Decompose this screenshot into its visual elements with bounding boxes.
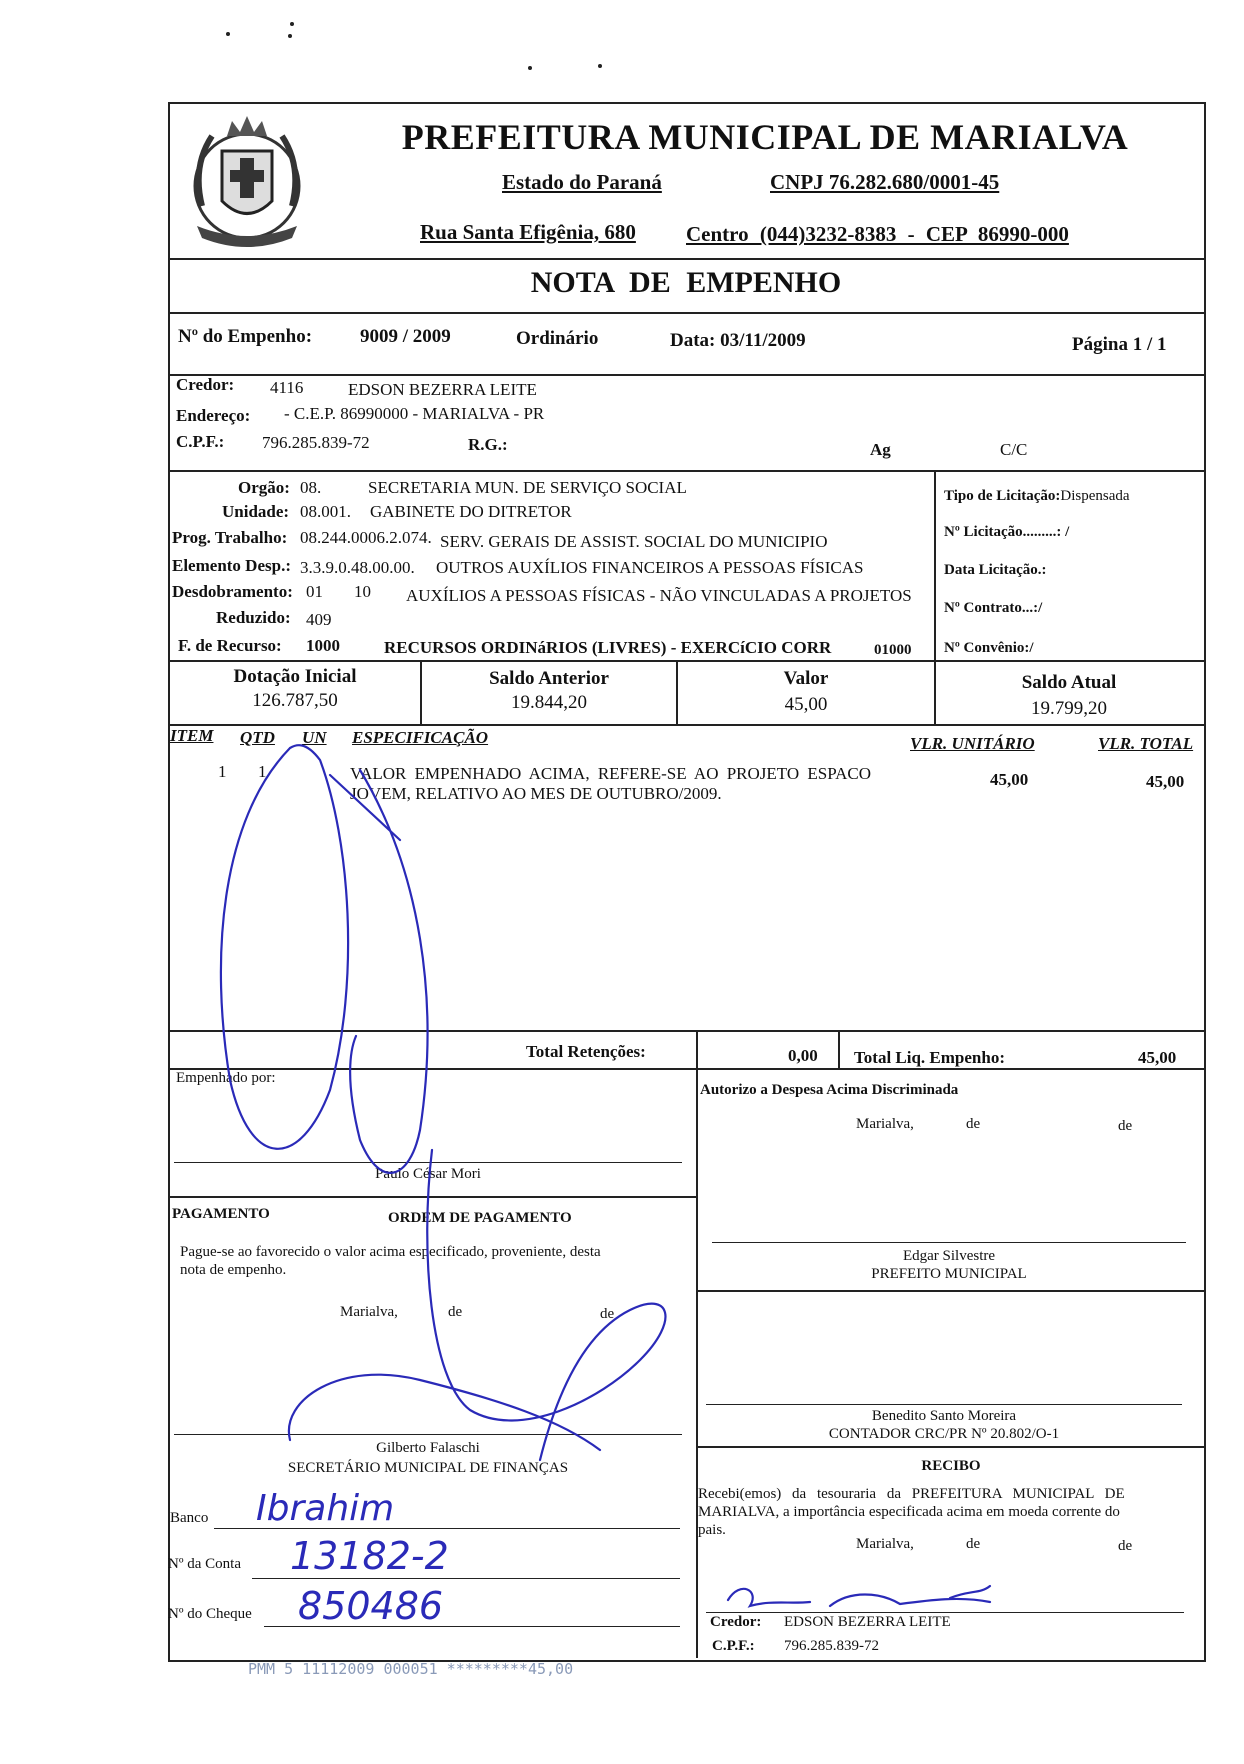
recibo-place: Marialva, bbox=[856, 1536, 914, 1552]
autorizo-de2: de bbox=[1118, 1118, 1133, 1134]
tipo-licitacao bbox=[944, 488, 1130, 505]
recurso-name: RECURSOS ORDINáRIOS (LIVRES) - EXERCíCIO CORR bbox=[384, 638, 832, 657]
unidade-name: GABINETE DO DITRETOR bbox=[370, 502, 572, 521]
pagamento-place: Marialva, bbox=[340, 1304, 398, 1320]
saldo-anterior-value: 19.844,20 bbox=[511, 692, 587, 713]
unidade-label: Unidade: bbox=[222, 502, 290, 521]
cheque-value: 850486 bbox=[298, 1584, 444, 1628]
divider bbox=[168, 374, 1204, 376]
recurso-code: 1000 bbox=[306, 636, 340, 655]
dotacao-value: 126.787,50 bbox=[252, 690, 338, 711]
divider bbox=[696, 1030, 698, 1658]
credor-label: Credor: bbox=[176, 375, 235, 394]
empenho-date: Data: 03/11/2009 bbox=[670, 330, 806, 351]
credor-name: EDSON BEZERRA LEITE bbox=[348, 380, 537, 399]
saldo-atual-label: Saldo Atual bbox=[1021, 672, 1117, 693]
recibo-cpf-label: C.P.F.: bbox=[712, 1638, 755, 1654]
document-title: NOTA DE EMPENHO bbox=[530, 266, 842, 299]
conta-label: Nº da Conta bbox=[168, 1556, 241, 1572]
liquido-label: Total Liq. Empenho: bbox=[854, 1048, 1005, 1067]
conta-value: 13182-2 bbox=[290, 1534, 449, 1578]
prefeito-name: Edgar Silvestre bbox=[902, 1248, 996, 1264]
signature-line bbox=[706, 1404, 1182, 1405]
divider bbox=[168, 724, 1204, 726]
item-spec-line2: JOVEM, RELATIVO AO MES DE OUTUBRO/2009. bbox=[350, 784, 722, 803]
banco-value: Ibrahim bbox=[256, 1488, 395, 1529]
numero-contrato: Nº Contrato...:/ bbox=[944, 600, 1043, 616]
pagamento-de1: de bbox=[448, 1304, 463, 1320]
orgao-label: Orgão: bbox=[238, 478, 290, 497]
divider bbox=[168, 660, 1204, 662]
empenhado-name: Paulo César Mori bbox=[375, 1166, 481, 1182]
col-header-vlr-unitario: VLR. UNITÁRIO bbox=[910, 734, 1035, 753]
prog-code: 08.244.0006.2.074. bbox=[300, 528, 432, 547]
autorizo-label: Autorizo a Despesa Acima Discriminada bbox=[700, 1082, 959, 1098]
state-name: Estado do Paraná bbox=[502, 170, 662, 194]
data-licitacao: Data Licitação.: bbox=[944, 562, 1047, 578]
divider bbox=[168, 1030, 1204, 1032]
numero-licitacao: Nº Licitação.........: / bbox=[944, 524, 1070, 540]
item-spec-line1: VALOR EMPENHADO ACIMA, REFERE-SE AO PROJETO ESPACO bbox=[350, 764, 872, 783]
cnpj-text: CNPJ 76.282.680/0001-45 bbox=[770, 170, 1000, 194]
liquido-value: 45,00 bbox=[1138, 1048, 1177, 1067]
retencoes-label: Total Retenções: bbox=[526, 1042, 646, 1061]
prefeito-role: PREFEITO MUNICIPAL bbox=[871, 1266, 1027, 1282]
divider bbox=[698, 1446, 1204, 1448]
desdobramento-label: Desdobramento: bbox=[172, 582, 293, 601]
signature-line bbox=[174, 1162, 682, 1163]
recibo-credor-name: EDSON BEZERRA LEITE bbox=[784, 1614, 951, 1630]
col-header-un: UN bbox=[302, 728, 327, 747]
empenho-number: 9009 / 2009 bbox=[360, 326, 451, 347]
empenhado-por-label: Empenhado por: bbox=[176, 1070, 276, 1086]
orgao-code: 08. bbox=[300, 478, 322, 497]
autorizo-place: Marialva, bbox=[856, 1116, 914, 1132]
saldo-atual-value: 19.799,20 bbox=[1031, 698, 1107, 719]
coat-of-arms-icon bbox=[172, 106, 322, 256]
signature-line bbox=[706, 1612, 1184, 1613]
banco-label: Banco bbox=[170, 1510, 209, 1526]
credor-code: 4116 bbox=[270, 378, 304, 397]
rg-label: R.G.: bbox=[468, 435, 508, 454]
col-header-vlr-total: VLR. TOTAL bbox=[1098, 734, 1194, 753]
pagamento-de2: de bbox=[600, 1306, 615, 1322]
tipo-licitacao-label: Tipo de Licitação: bbox=[944, 488, 1061, 504]
tipo-licitacao-value: Dispensada bbox=[1060, 488, 1130, 504]
desdobramento-a: 01 bbox=[306, 582, 323, 601]
endereco-label: Endereço: bbox=[176, 406, 251, 425]
signature-line bbox=[174, 1434, 682, 1435]
recibo-de2: de bbox=[1118, 1538, 1133, 1554]
validation-stamp: PMM 5 11112009 000051 *********45,00 bbox=[248, 1660, 574, 1678]
cc-label: C/C bbox=[1000, 440, 1028, 459]
cpf-value: 796.285.839-72 bbox=[262, 433, 370, 452]
unidade-code: 08.001. bbox=[300, 502, 351, 521]
recibo-label: RECIBO bbox=[921, 1458, 981, 1474]
contador-role: CONTADOR CRC/PR Nº 20.802/O-1 bbox=[828, 1426, 1060, 1442]
elemento-code: 3.3.9.0.48.00.00. bbox=[300, 558, 415, 577]
recibo-text-line2: MARIALVA, a importância especificada acima em moeda corrente do bbox=[698, 1504, 1120, 1520]
item-unit-value: 45,00 bbox=[990, 770, 1029, 789]
divider bbox=[168, 1196, 696, 1198]
numero-convenio: Nº Convênio:/ bbox=[944, 640, 1034, 656]
page-number: Página 1 / 1 bbox=[1072, 334, 1167, 355]
desdobramento-name: AUXÍLIOS A PESSOAS FÍSICAS - NÃO VINCULADAS A PROJETOS bbox=[406, 586, 912, 605]
recibo-credor-label: Credor: bbox=[710, 1614, 762, 1630]
pagamento-text-line1: Pague-se ao favorecido o valor acima especificado, proveniente, desta bbox=[180, 1244, 601, 1260]
desdobramento-b: 10 bbox=[354, 582, 371, 601]
recurso-number: 01000 bbox=[874, 642, 912, 658]
ag-label: Ag bbox=[870, 440, 891, 459]
secretario-role: SECRETÁRIO MUNICIPAL DE FINANÇAS bbox=[287, 1460, 569, 1476]
reduzido-value: 409 bbox=[306, 610, 332, 629]
divider bbox=[168, 258, 1204, 260]
recibo-text-line3: pais. bbox=[698, 1522, 726, 1538]
item-number: 1 bbox=[218, 762, 227, 781]
recibo-de1: de bbox=[966, 1536, 981, 1552]
contador-name: Benedito Santo Moreira bbox=[871, 1408, 1017, 1424]
recibo-text-line1: Recebi(emos) da tesouraria da PREFEITURA MUNICIPAL DE bbox=[698, 1486, 1125, 1502]
dotacao-label: Dotação Inicial bbox=[233, 666, 357, 687]
empenho-type: Ordinário bbox=[516, 328, 599, 349]
reduzido-label: Reduzido: bbox=[216, 608, 291, 627]
pagamento-text-line2: nota de empenho. bbox=[180, 1262, 287, 1278]
col-header-item: ITEM bbox=[170, 726, 214, 745]
endereco-value: - C.E.P. 86990000 - MARIALVA - PR bbox=[284, 404, 545, 423]
recurso-label: F. de Recurso: bbox=[178, 636, 282, 655]
retencoes-value: 0,00 bbox=[788, 1046, 818, 1065]
municipality-title: PREFEITURA MUNICIPAL DE MARIALVA bbox=[401, 117, 1129, 157]
cheque-label: Nº do Cheque bbox=[168, 1606, 252, 1622]
col-header-qtd: QTD bbox=[240, 728, 275, 747]
empenho-label: Nº do Empenho: bbox=[178, 326, 313, 347]
cpf-label: C.P.F.: bbox=[176, 432, 225, 451]
item-total-value: 45,00 bbox=[1146, 772, 1185, 791]
divider bbox=[168, 1068, 1204, 1070]
conta-line bbox=[252, 1578, 680, 1579]
pagamento-label: PAGAMENTO bbox=[172, 1206, 270, 1222]
street-address: Rua Santa Efigênia, 680 bbox=[420, 220, 636, 244]
col-header-especificacao: ESPECIFICAÇÃO bbox=[352, 728, 489, 747]
elemento-name: OUTROS AUXÍLIOS FINANCEIROS A PESSOAS FÍSICAS bbox=[436, 558, 864, 577]
prog-name: SERV. GERAIS DE ASSIST. SOCIAL DO MUNICIPIO bbox=[440, 532, 828, 551]
autorizo-de1: de bbox=[966, 1116, 981, 1132]
valor-label: Valor bbox=[783, 668, 829, 689]
divider bbox=[838, 1030, 840, 1068]
ordem-pagamento-label: ORDEM DE PAGAMENTO bbox=[388, 1210, 572, 1226]
divider bbox=[168, 312, 1204, 314]
recibo-cpf-value: 796.285.839-72 bbox=[784, 1638, 879, 1654]
valor-value: 45,00 bbox=[784, 694, 828, 715]
divider bbox=[698, 1290, 1204, 1292]
elemento-label: Elemento Desp.: bbox=[172, 556, 291, 575]
saldo-anterior-label: Saldo Anterior bbox=[489, 668, 609, 689]
address-contact: Centro (044)3232-8383 - CEP 86990-000 bbox=[686, 222, 1069, 246]
secretario-name: Gilberto Falaschi bbox=[376, 1440, 480, 1456]
signature-line bbox=[712, 1242, 1186, 1243]
item-qtd: 1 bbox=[258, 762, 267, 781]
prog-label: Prog. Trabalho: bbox=[172, 528, 288, 547]
divider bbox=[168, 470, 1204, 472]
orgao-name: SECRETARIA MUN. DE SERVIÇO SOCIAL bbox=[368, 478, 687, 497]
